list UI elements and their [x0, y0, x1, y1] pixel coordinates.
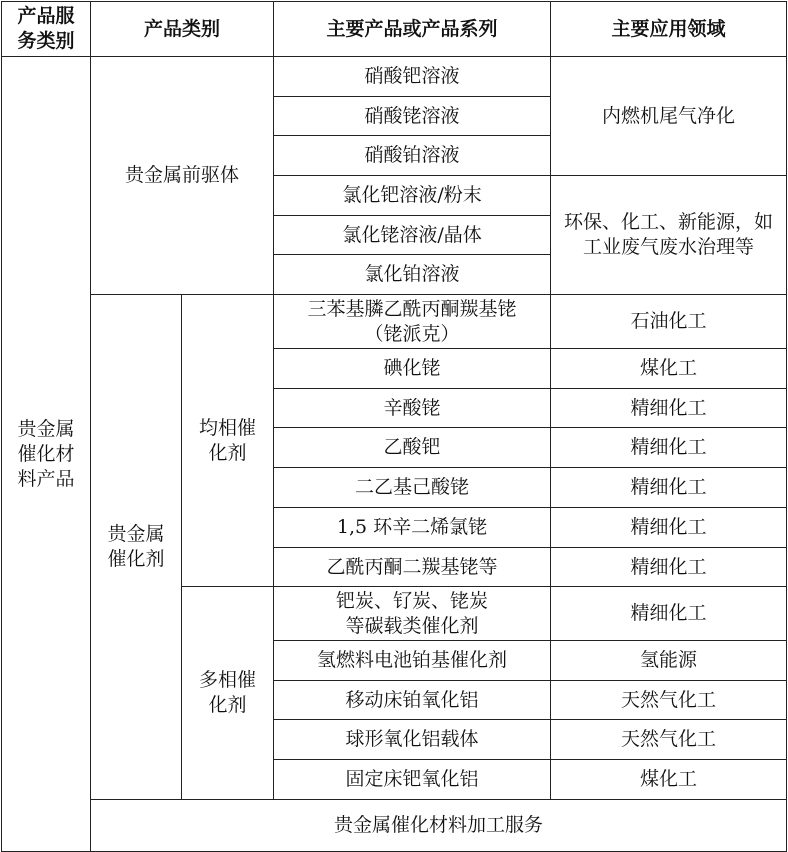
application-cell: 精细化工 [551, 587, 787, 641]
product-cell: 氯化铂溶液 [274, 255, 551, 295]
product-cell: 钯炭、钌炭、铑炭等碳载类催化剂 [274, 587, 551, 641]
application-cell: 氢能源 [551, 641, 787, 681]
category-catalyst: 贵金属催化剂 [91, 295, 182, 800]
subcategory-heterogeneous: 多相催化剂 [182, 587, 274, 800]
product-cell: 氯化铑溶液/晶体 [274, 216, 551, 255]
application-cell: 精细化工 [551, 389, 787, 428]
product-cell: 硝酸铑溶液 [274, 97, 551, 136]
product-cell: 辛酸铑 [274, 389, 551, 428]
application-cell: 煤化工 [551, 760, 787, 800]
product-cell: 三苯基膦乙酰丙酮羰基铑（铑派克） [274, 295, 551, 349]
product-service-table [1, 1, 787, 852]
product-cell: 乙酰丙酮二羰基铑等 [274, 548, 551, 587]
header-service-type: 产品服务类别 [2, 2, 91, 57]
table-row [2, 57, 787, 97]
category-precursor: 贵金属前驱体 [91, 57, 274, 295]
application-cell: 环保、化工、新能源，如工业废气废水治理等 [551, 176, 787, 295]
product-cell: 硝酸钯溶液 [274, 57, 551, 97]
application-cell: 精细化工 [551, 428, 787, 468]
product-cell: 1,5 环辛二烯氯铑 [274, 508, 551, 548]
subcategory-homogeneous: 均相催化剂 [182, 295, 274, 587]
header-row [2, 2, 787, 57]
product-cell: 球形氧化铝载体 [274, 720, 551, 760]
product-cell: 氯化钯溶液/粉末 [274, 176, 551, 216]
application-cell: 天然气化工 [551, 681, 787, 720]
group-catalyst-materials: 贵金属催化材料产品 [2, 57, 91, 852]
header-main-products: 主要产品或产品系列 [274, 2, 551, 57]
application-cell: 内燃机尾气净化 [551, 57, 787, 176]
product-cell: 移动床铂氧化铝 [274, 681, 551, 720]
header-application: 主要应用领域 [551, 2, 787, 57]
application-cell: 石油化工 [551, 295, 787, 349]
product-cell: 硝酸铂溶液 [274, 136, 551, 176]
header-product-category: 产品类别 [91, 2, 274, 57]
product-cell: 碘化铑 [274, 349, 551, 389]
application-cell: 煤化工 [551, 349, 787, 389]
table-row [2, 295, 787, 349]
product-cell: 二乙基己酸铑 [274, 468, 551, 508]
application-cell: 天然气化工 [551, 720, 787, 760]
product-cell: 乙酸钯 [274, 428, 551, 468]
application-cell: 精细化工 [551, 468, 787, 508]
table-row [2, 800, 787, 852]
application-cell: 精细化工 [551, 508, 787, 548]
product-cell: 氢燃料电池铂基催化剂 [274, 641, 551, 681]
application-cell: 精细化工 [551, 548, 787, 587]
product-cell: 固定床钯氧化铝 [274, 760, 551, 800]
processing-service-cell: 贵金属催化材料加工服务 [91, 800, 787, 852]
